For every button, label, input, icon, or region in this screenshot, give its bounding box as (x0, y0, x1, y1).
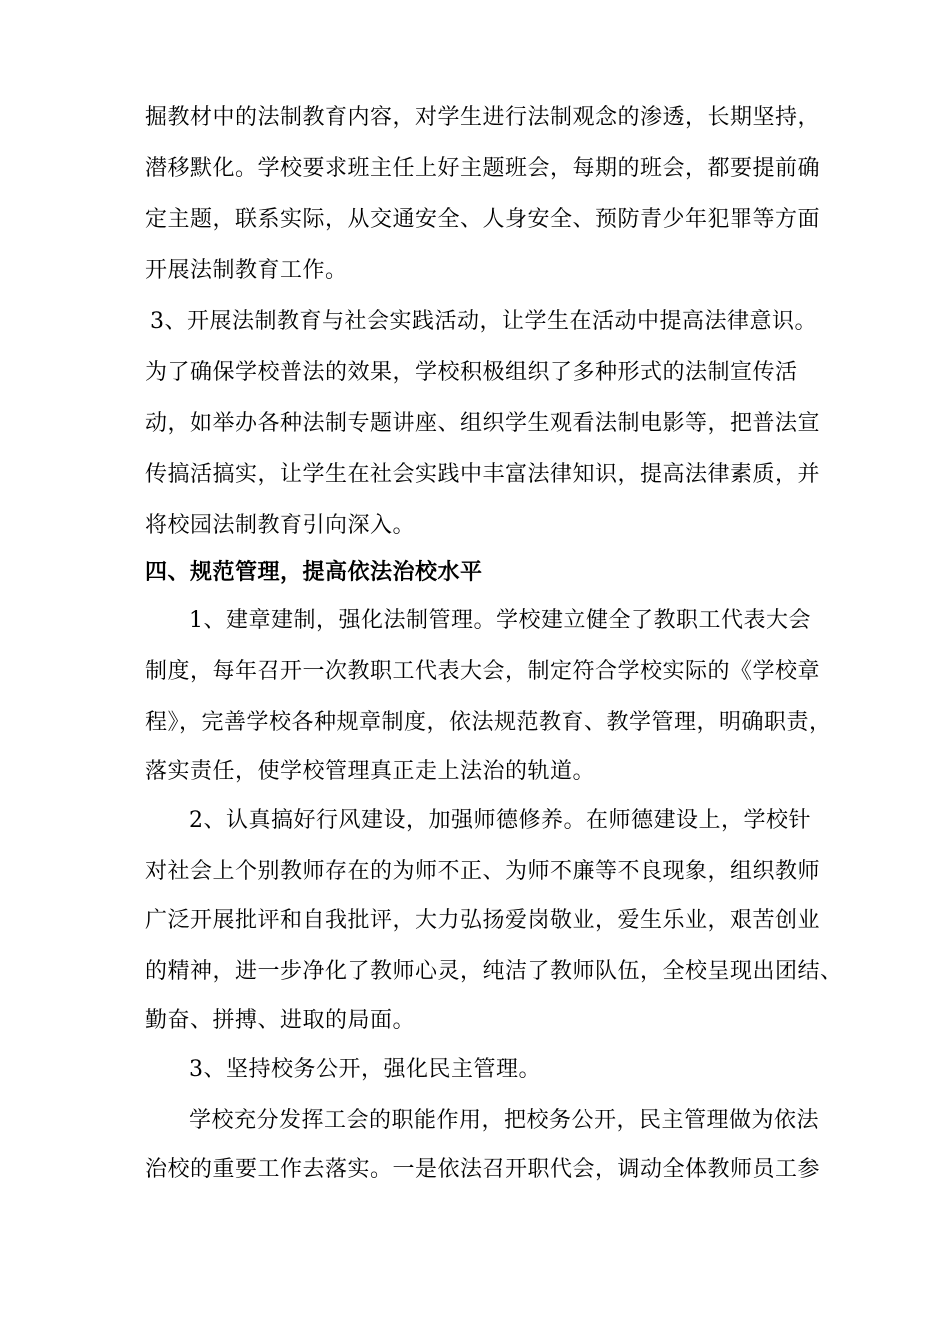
body-line-15: 2、认真搞好行风建设，加强师德修养。在师德建设上，学校针 (189, 808, 811, 833)
section-heading: 四、规范管理，提高依法治校水平 (145, 559, 483, 585)
body-line-6: 为了确保学校普法的效果，学校积极组织了多种形式的法制宣传活 (145, 360, 798, 385)
body-line-9: 将校园法制教育引向深入。 (145, 513, 416, 538)
body-line-14: 落实责任，使学校管理真正走上法治的轨道。 (145, 759, 596, 784)
body-line-4: 开展法制教育工作。 (145, 258, 348, 283)
body-line-3: 定主题，联系实际，从交通安全、人身安全、预防青少年犯罪等方面 (145, 207, 821, 232)
body-line-1: 掘教材中的法制教育内容，对学生进行法制观念的渗透，长期坚持， (145, 105, 821, 130)
body-line-11: 1、建章建制，强化法制管理。学校建立健全了教职工代表大会 (189, 608, 811, 633)
body-line-12: 制度，每年召开一次教职工代表大会，制定符合学校实际的《学校章 (145, 659, 821, 684)
body-line-16: 对社会上个别教师存在的为师不正、为师不廉等不良现象，组织教师 (145, 859, 821, 884)
body-line-7: 动，如举办各种法制专题讲座、组织学生观看法制电影等，把普法宣 (145, 411, 821, 436)
body-line-21: 学校充分发挥工会的职能作用，把校务公开，民主管理做为依法 (189, 1108, 820, 1133)
body-line-20: 3、坚持校务公开，强化民主管理。 (189, 1057, 541, 1082)
body-line-13: 程》，完善学校各种规章制度，依法规范教育、教学管理，明确职责， (145, 710, 832, 735)
body-line-5: 3、开展法制教育与社会实践活动，让学生在活动中提高法律意识。 (150, 309, 817, 334)
body-line-18: 的精神，进一步净化了教师心灵，纯洁了教师队伍，全校呈现出团结、 (145, 959, 843, 984)
body-line-8: 传搞活搞实，让学生在社会实践中丰富法律知识，提高法律素质，并 (145, 462, 821, 487)
body-line-22: 治校的重要工作去落实。一是依法召开职代会，调动全体教师员工参 (145, 1157, 821, 1182)
body-line-2: 潜移默化。学校要求班主任上好主题班会，每期的班会，都要提前确 (145, 156, 821, 181)
body-line-17: 广泛开展批评和自我批评，大力弘扬爱岗敬业，爱生乐业，艰苦创业 (145, 908, 821, 933)
body-line-19: 勤奋、拼搏、进取的局面。 (145, 1008, 416, 1033)
